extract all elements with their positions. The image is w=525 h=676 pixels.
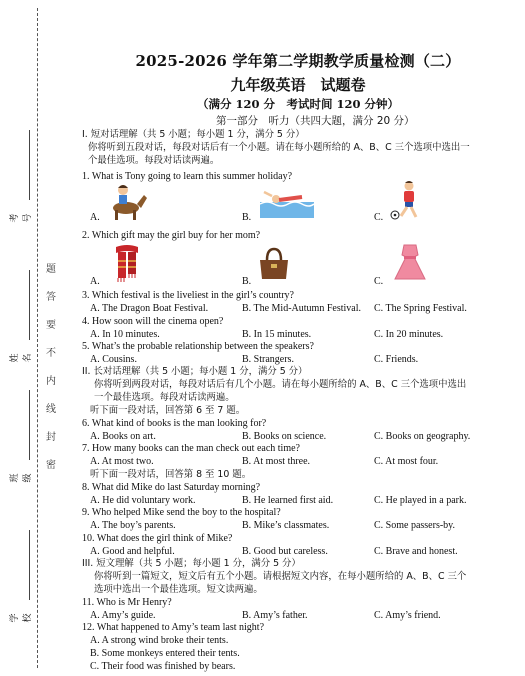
name-label: 姓名 [10, 353, 33, 363]
class-line [29, 390, 30, 460]
part1-heading: 第一部分 听力（共四大题，满分 20 分） [216, 115, 415, 127]
q10-option-b: B. Good but careless. [242, 546, 328, 557]
exam-title: 2025-2026 学年第二学期教学质量检测（二） [135, 52, 461, 70]
q11-option-b: B. Amy’s father. [242, 610, 308, 621]
q8-option-c: C. He played in a park. [374, 495, 467, 506]
question-1: 1. What is Tony going to learn this summer holiday? [82, 171, 293, 182]
exam-subtitle: 九年级英语 试题卷 [230, 76, 366, 94]
section2-title: II. 长对话理解（共 5 小题；每小题 1 分，满分 5 分） [82, 366, 308, 377]
q11-option-c: C. Amy’s friend. [374, 610, 441, 621]
q6-option-a: A. Books on art. [90, 431, 156, 442]
dress-icon [392, 243, 428, 283]
section2-sub1: 听下面一段对话，回答第 6 至 7 题。 [90, 405, 246, 416]
question-12: 12. What happened to Amy’s team last night? [82, 622, 265, 633]
seal-char: 题 [46, 264, 56, 275]
q6-option-c: C. Books on geography. [374, 431, 471, 442]
q6-option-b: B. Books on science. [242, 431, 327, 442]
q5-option-a: A. Cousins. [90, 354, 137, 365]
exam-number-label: 考号 [10, 213, 33, 223]
soccer-icon [389, 180, 425, 220]
q9-option-b: B. Mike’s classmates. [242, 520, 330, 531]
horse-riding-icon [104, 182, 148, 222]
q3-option-b: B. The Mid-Autumn Festival. [242, 303, 361, 314]
q2-option-a: A. [90, 276, 100, 287]
q3-option-c: C. The Spring Festival. [374, 303, 467, 314]
q10-option-c: C. Brave and honest. [374, 546, 458, 557]
section1-instruction: 你将听到五段对话，每段对话后有一个小题。请在每小题所给的 A、B、C 三个选项中选出一 [88, 142, 470, 153]
q5-option-b: B. Strangers. [242, 354, 294, 365]
name-line [29, 270, 30, 340]
seal-warning [44, 260, 58, 484]
question-3: 3. Which festival is the liveliest in the girl’s country? [82, 290, 294, 301]
class-label: 班级 [10, 473, 33, 483]
handbag-icon [256, 246, 292, 282]
section2-instruction-2: 一个最佳选项。每段对话读两遍。 [94, 392, 235, 403]
seal-char: 答 [46, 292, 56, 303]
seal-char: 线 [46, 404, 56, 415]
q1-option-c: C. [374, 212, 384, 223]
q12-option-c: C. Their food was finished by bears. [90, 661, 236, 672]
section2-instruction: 你将听到两段对话，每段对话后有几个小题。请在每小题所给的 A、B、C 三个选项中选出 [94, 379, 467, 390]
section3-instruction-2: 选项中选出一个最佳选项。短文读两遍。 [94, 584, 263, 595]
q10-option-a: A. Good and helpful. [90, 546, 175, 557]
school-line [29, 530, 30, 600]
score-time-note: （满分 120 分 考试时间 120 分钟） [196, 97, 400, 111]
q12-option-a: A. A strong wind broke their tents. [90, 635, 229, 646]
seal-char: 要 [46, 320, 56, 331]
q3-option-a: A. The Dragon Boat Festival. [90, 303, 209, 314]
swimming-icon [260, 188, 314, 218]
q2-option-b: B. [242, 276, 252, 287]
question-8: 8. What did Mike do last Saturday morning? [82, 482, 261, 493]
question-10: 10. What does the girl think of Mike? [82, 533, 233, 544]
q9-option-c: C. Some passers-by. [374, 520, 456, 531]
seal-char: 封 [46, 432, 56, 443]
question-6: 6. What kind of books is the man looking for? [82, 418, 267, 429]
question-2: 2. Which gift may the girl buy for her mom? [82, 230, 261, 241]
section1-title: I. 短对话理解（共 5 小题；每小题 1 分，满分 5 分） [82, 129, 305, 140]
q7-option-c: C. At most four. [374, 456, 439, 467]
school-label: 学校 [10, 613, 33, 623]
question-9: 9. Who helped Mike send the boy to the hospital? [82, 507, 281, 518]
question-7: 7. How many books can the man check out each time? [82, 443, 300, 454]
q1-option-a: A. [90, 212, 100, 223]
q1-option-b: B. [242, 212, 252, 223]
q11-option-a: A. Amy’s guide. [90, 610, 156, 621]
question-5: 5. What’s the probable relationship between the speakers? [82, 341, 314, 352]
section3-title: III. 短文理解（共 5 小题；每小题 1 分，满分 5 分） [82, 558, 301, 569]
q4-option-b: B. In 15 minutes. [242, 329, 312, 340]
cut-line [37, 8, 38, 668]
q7-option-a: A. At most two. [90, 456, 154, 467]
section2-sub2: 听下面一段对话，回答第 8 至 10 题。 [90, 469, 252, 480]
q4-option-a: A. In 10 minutes. [90, 329, 160, 340]
scarf-icon [112, 243, 142, 283]
q8-option-b: B. He learned first aid. [242, 495, 334, 506]
seal-char: 密 [46, 460, 56, 471]
q8-option-a: A. He did voluntary work. [90, 495, 196, 506]
q7-option-b: B. At most three. [242, 456, 311, 467]
q2-option-c: C. [374, 276, 384, 287]
question-4: 4. How soon will the cinema open? [82, 316, 224, 327]
q4-option-c: C. In 20 minutes. [374, 329, 444, 340]
seal-char: 内 [46, 376, 56, 387]
seal-char: 不 [46, 348, 56, 359]
section3-instruction: 你将听到一篇短文，短文后有五个小题。请根据短文内容，在每小题所给的 A、B、C 三个 [94, 571, 467, 582]
q12-option-b: B. Some monkeys entered their tents. [90, 648, 240, 659]
exam-number-line [29, 130, 30, 200]
binding-margin [0, 0, 72, 676]
q9-option-a: A. The boy’s parents. [90, 520, 176, 531]
section1-instruction-2: 个最佳选项。每段对话读两遍。 [88, 155, 220, 166]
q5-option-c: C. Friends. [374, 354, 419, 365]
question-11: 11. Who is Mr Henry? [82, 597, 172, 608]
